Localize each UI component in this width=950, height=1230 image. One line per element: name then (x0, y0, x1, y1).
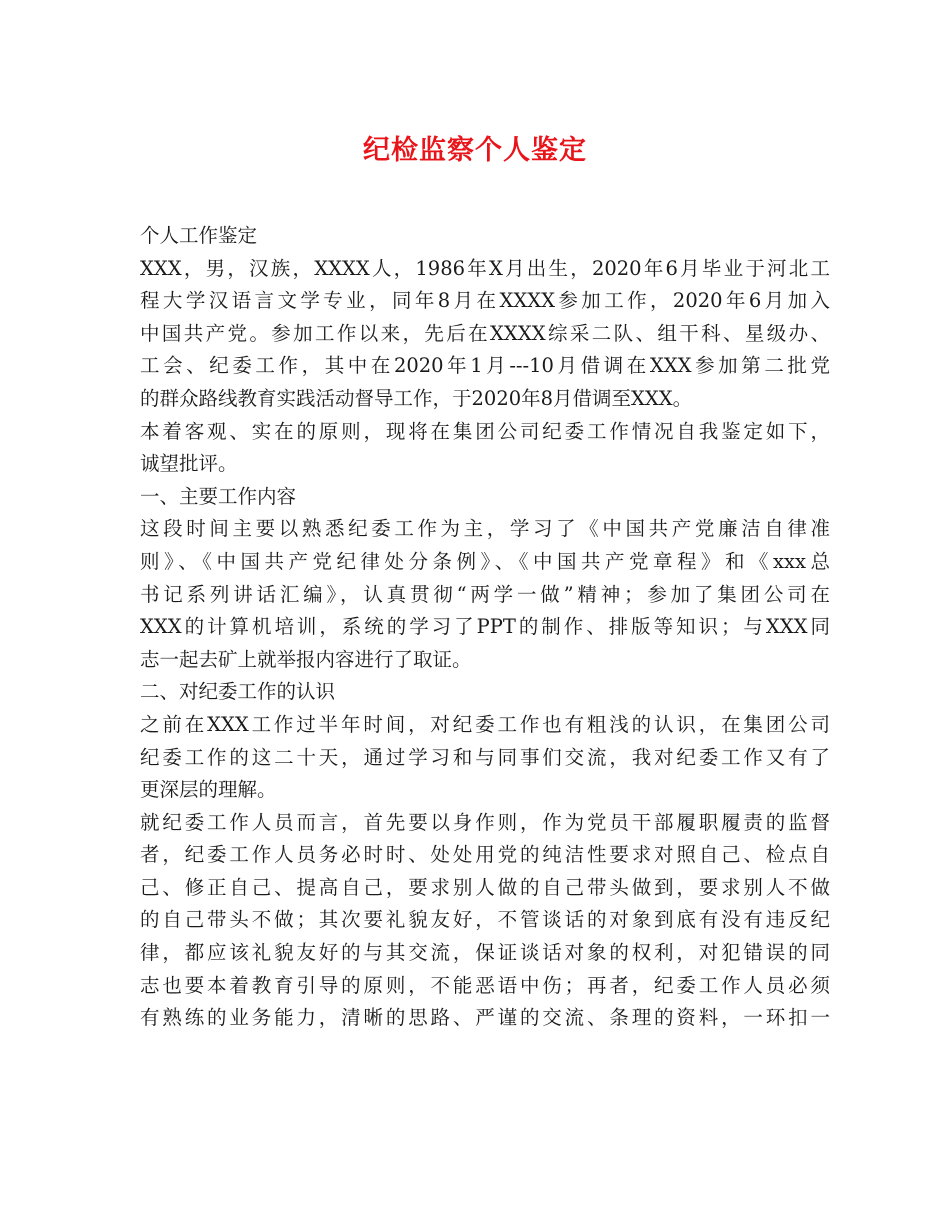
text-line: 中国共产党。参加工作以来，先后在XXXX综采二队、组干科、星级办、 (140, 321, 830, 345)
document-title: 纪检监察个人鉴定 (363, 135, 587, 166)
text-line: 者，纪委工作人员务必时时、处处用党的纯洁性要求对照自己、检点自 (140, 843, 830, 867)
text-line: 更深层的理解。 (140, 778, 277, 802)
text-line: XXX的计算机培训，系统的学习了PPT的制作、排版等知识；与XXX同 (140, 615, 830, 639)
text-line: 纪委工作的这二十天，通过学习和与同事们交流，我对纪委工作又有了 (140, 745, 830, 769)
text-line: 的自己带头不做；其次要礼貌友好，不管谈话的对象到底有没有违反纪 (140, 908, 830, 932)
text-line: 己、修正自己、提高自己，要求别人做的自己带头做到，要求别人不做 (140, 875, 830, 899)
document-body (140, 220, 830, 1035)
text-line: 则》、《中国共产党纪律处分条例》、《中国共产党章程》和《xxx总 (140, 549, 830, 573)
text-line: 本着客观、实在的原则，现将在集团公司纪委工作情况自我鉴定如下， (140, 419, 830, 443)
text-line: 的群众路线教育实践活动督导工作，于2020年8月借调至XXX。 (140, 386, 693, 410)
text-line: 志也要本着教育引导的原则，不能恶语中伤；再者，纪委工作人员必须 (140, 973, 830, 997)
text-line: 有熟练的业务能力，清晰的思路、严谨的交流、条理的资料，一环扣一 (140, 1006, 830, 1030)
text-line: 志一起去矿上就举报内容进行了取证。 (140, 647, 472, 671)
text-line: 这段时间主要以熟悉纪委工作为主，学习了《中国共产党廉洁自律准 (140, 517, 830, 541)
text-line: 程大学汉语言文学专业，同年8月在XXXX参加工作，2020年6月加入 (140, 289, 830, 313)
text-line: 一、主要工作内容 (140, 484, 297, 508)
text-line: 工会、纪委工作，其中在2020年1月---10月借调在XXX参加第二批党 (140, 354, 830, 378)
text-line: 个人工作鉴定 (140, 224, 258, 247)
text-line: XXX，男，汉族，XXXX人，1986年X月出生，2020年6月毕业于河北工 (140, 256, 830, 280)
text-line: 书记系列讲话汇编》，认真贯彻“两学一做”精神；参加了集团公司在 (140, 582, 830, 606)
text-line: 之前在XXX工作过半年时间，对纪委工作也有粗浅的认识，在集团公司 (140, 712, 830, 736)
text-line: 律，都应该礼貌友好的与其交流，保证谈话对象的权利，对犯错误的同 (140, 941, 830, 965)
text-line: 诚望批评。 (140, 452, 238, 476)
text-line: 就纪委工作人员而言，首先要以身作则，作为党员干部履职履责的监督 (140, 810, 830, 834)
text-line: 二、对纪委工作的认识 (140, 680, 336, 704)
